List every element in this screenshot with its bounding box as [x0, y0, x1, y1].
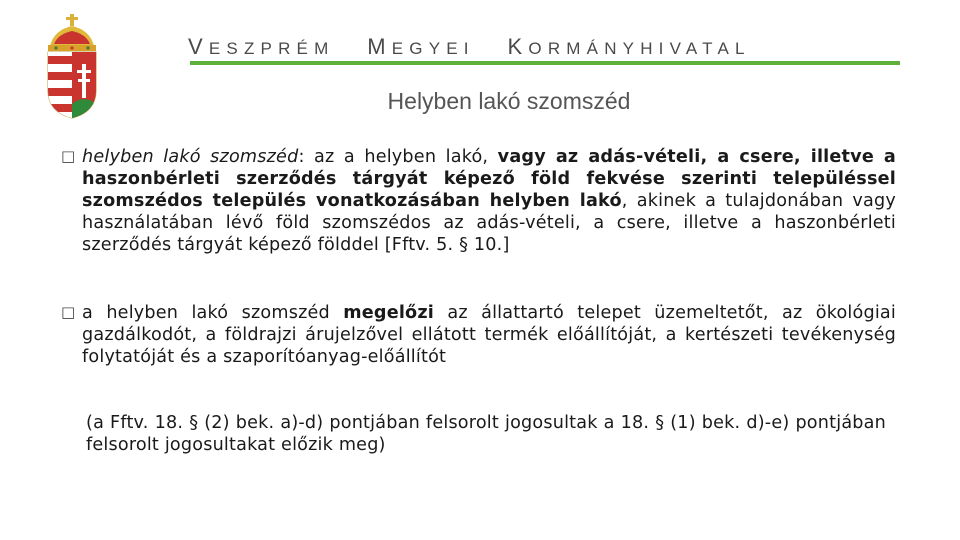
slide-title: Helyben lakó szomszéd [387, 88, 631, 114]
org-word-rest: ESZPRÉM [208, 39, 335, 58]
org-word-initial: K [507, 34, 529, 59]
bullet-icon: □ [61, 147, 76, 165]
organization-name [188, 34, 751, 60]
bullet-icon: □ [61, 303, 76, 321]
paragraph-text: , akinek a tulajdonában vagy használatában lévő föld szomszédos az adás-vételi, a csere, illetve a haszonbérleti szerződés tárgyát képező földdel [Fftv. 5. § 10.] [82, 191, 896, 255]
org-word-rest: EGYEI [391, 39, 475, 58]
bold-text: vagy az adás-vételi, a csere, illetve a haszonbérleti szerződés tárgyát képező föld fekvése szerinti településsel szomszédos település vonatkozásában helyben lakó [82, 147, 897, 211]
org-word-initial: V [188, 34, 209, 59]
defined-term: helyben lakó szomszéd [82, 147, 299, 167]
org-word-rest: ORMÁNYHIVATAL [528, 39, 751, 58]
legal-reference-note: (a Fftv. 18. § (2) bek. a)-d) pontjában felsorolt jogosultak a 18. § (1) bek. d)-e) pontjában felsorolt jogosultakat előzik meg) [86, 413, 886, 455]
paragraph-text: a helyben lakó szomszéd [82, 303, 344, 323]
org-word-initial: M [367, 34, 392, 59]
precedence-paragraph [61, 302, 896, 368]
term-colon: : [298, 147, 305, 167]
bold-text: megelőzi [343, 303, 435, 323]
paragraph-text: az állattartó telepet üzemeltetőt, az ökológiai gazdálkodót, a földrajzi árujelzővel ellátott termék előállítóját, a kertészeti tevékenység folytatóját és a szaporítóanyag-előállítót [82, 303, 896, 367]
paragraph-text: az a helyben lakó, [304, 147, 498, 167]
definition-paragraph [61, 146, 897, 256]
header-divider [190, 61, 900, 65]
